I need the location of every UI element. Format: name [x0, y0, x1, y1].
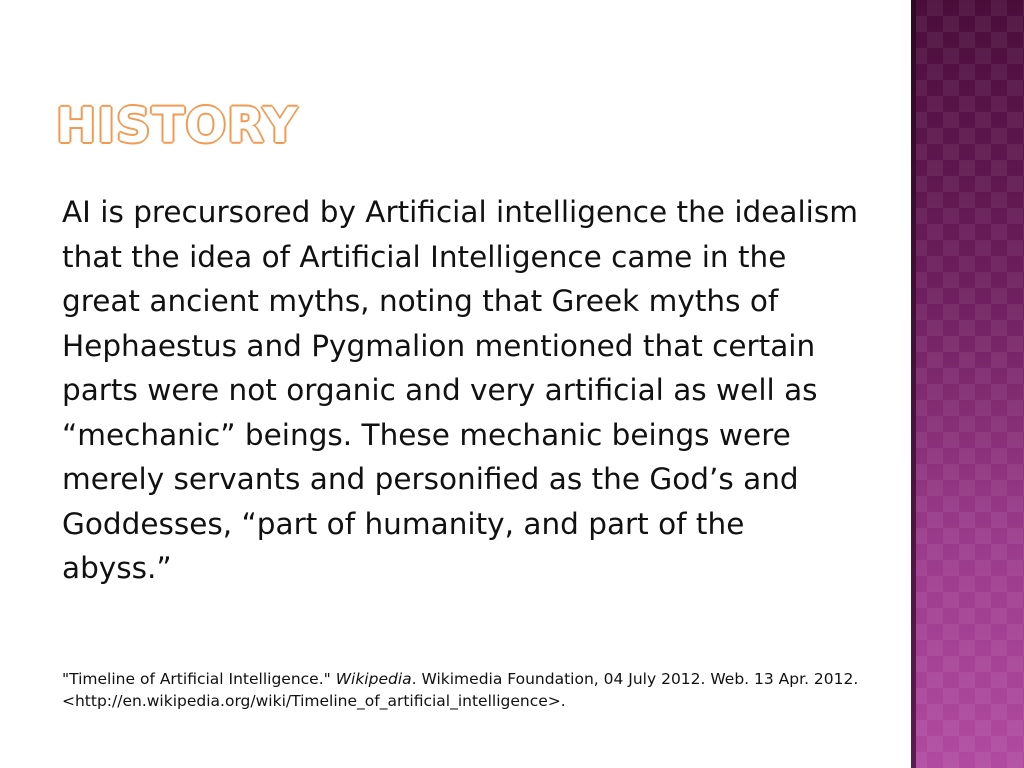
slide-title: HISTORY [56, 98, 299, 154]
citation-source: Wikipedia [335, 670, 412, 688]
citation [62, 668, 862, 712]
slide-body-text: AI is precursored by Artificial intelligence the idealism that the idea of Artificial Intelligence came in the great ancient myths, noting that Greek myths of Hephaestus and Pygmalion mentioned that certain parts were not organic and very artificial as well as “mechanic” beings. These mechanic beings were merely servants and personified as the God’s and Goddesses, “part of humanity, and part of the abyss.” [62, 195, 858, 585]
citation-prefix: "Timeline of Artificial Intelligence." [62, 670, 336, 688]
citation-suffix: . Wikimedia Foundation, 04 July 2012. Web. 13 Apr. 2012. <http://en.wikipedia.org/wiki/Timeline_of_artificial_intelligence>. [62, 670, 859, 710]
decorative-side-band [911, 0, 1024, 768]
